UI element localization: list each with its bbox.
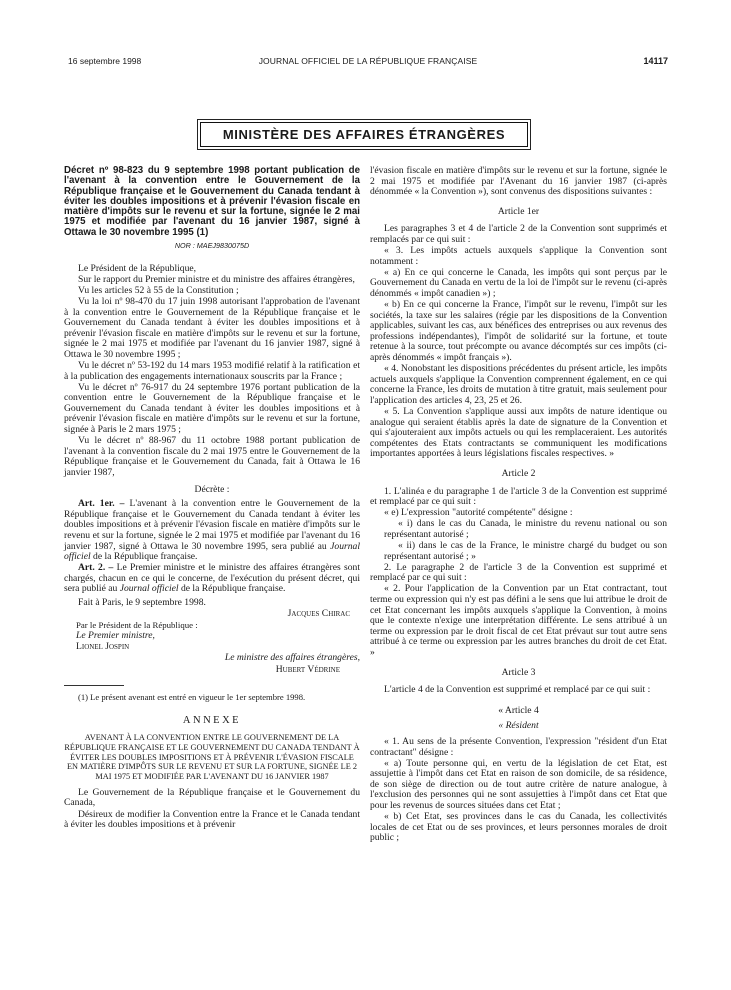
signature-vedrine: Hubert Védrine	[275, 663, 340, 675]
paragraph: l'évasion fiscale en matière d'impôts sur le revenu et sur la fortune, signée le 2 mai 1975 et modifiée par l'Avenant du 16 janvier 1987 (ci-après dénommée « la Convention »), sont convenus des dispositions suivantes :	[370, 165, 667, 198]
paragraph: « b) Cet Etat, ses provinces dans le cas du Canada, les collectivités locales de cet Etat ou de ses provinces, et leurs personnes morales de droit public ;	[370, 811, 667, 844]
paragraph: « 4. Nonobstant les dispositions précédentes du présent article, les impôts actuels auxquels s'applique la Convention comprennent également, en ce qui concerne la France, les droits de mutation à titre gratuit, mais seulement pour l'application des articles 4, 23, 25 et 26.	[370, 363, 667, 406]
header-journal: JOURNAL OFFICIEL DE LA RÉPUBLIQUE FRANÇAISE	[258, 56, 478, 66]
signature-chirac: Jacques Chirac	[287, 608, 350, 620]
paragraph: Sur le rapport du Premier ministre et du ministre des affaires étrangères,	[78, 273, 355, 285]
minister-title: Le ministre des affaires étrangères,	[224, 652, 360, 664]
journal-officiel-ref: Journal officiel	[64, 540, 360, 563]
article-2-heading: Article 2	[501, 467, 536, 479]
decrete-heading: Décrète :	[194, 483, 230, 495]
paragraph: Les paragraphes 3 et 4 de l'article 2 de la Convention sont supprimés et remplacés par ce qui suit :	[370, 223, 667, 245]
paragraph: « 1. Au sens de la présente Convention, l'expression "résident d'un Etat contractant" désigne :	[370, 735, 667, 758]
journal-officiel-ref: Journal officiel	[119, 583, 179, 595]
article-1-end: de la République française.	[90, 551, 198, 563]
paragraph: « ii) dans le cas de la France, le ministre chargé du budget ou son représentant autorisé ; »	[384, 540, 667, 562]
annexe-heading: ANNEXE	[182, 714, 242, 726]
article-1-text: L'avenant à la convention entre le Gouvernement de la République française et le Gouvernement du Canada tendant à éviter les doubles impositions et à prévenir l'évasion fiscale en matière d'impôts sur le revenu et sur la fortune, signée le 2 mai 1975 et modifiée par l'avenant du 16 janvier 1987, signé à Ottawa le 30 novembre 1995, sera publié au	[64, 498, 360, 552]
article-1-heading: Article 1er	[497, 205, 540, 217]
nor-reference: NOR : MAEJ9830075D	[174, 241, 250, 251]
decree-title: Décret nº 98-823 du 9 septembre 1998 portant publication de l'avenant à la convention entre le Gouvernement de la République française et le Gouvernement du Canada tendant à éviter les doubles impositions et à prévenir l'évasion fiscale en matière d'impôts sur le revenu et sur la fortune, signée le 2 mai 1975 et modifiée par l'avenant du 16 janvier 1987, signé à Ottawa le 30 novembre 1995 (1)	[64, 165, 360, 238]
ministry-title-box	[197, 119, 531, 150]
footnote: (1) Le présent avenant est entré en vigueur le 1er septembre 1998.	[78, 692, 306, 703]
paragraph: « a) Toute personne qui, en vertu de la législation de cet Etat, est assujettie à l'impôt dans cet Etat en raison de son domicile, de sa résidence, de son siège de direction ou de tout autre critère de nature analogue, à l'exclusion des personnes qui ne sont assujetties à l'impôt dans cet Etat que pour les revenus de sources situées dans cet Etat ;	[370, 757, 667, 811]
article-2-end: de la République française.	[178, 583, 286, 595]
paragraph: Vu le décret nº 53-192 du 14 mars 1953 modifié relatif à la ratification et à la publication des engagements internationaux souscrits par la France ;	[64, 360, 360, 382]
paragraph: « b) En ce qui concerne la France, l'impôt sur le revenu, l'impôt sur les sociétés, la taxe sur les salaires (régie par les dispositions de la Convention applicables, suivant les cas, aux bénéfices des entreprises ou aux revenus des professions indépendantes), l'impôt de solidarité sur la fortune, et toute retenue à la source, tout précompte ou avance décomptés sur ces impôts (ci-après dénommés « impôt français »).	[370, 299, 667, 363]
article-1	[64, 499, 360, 563]
paragraph: Vu les articles 52 à 55 de la Constitution ;	[78, 284, 239, 296]
by-the-president: Par le Président de la République :	[76, 620, 198, 631]
paragraph: 1. L'alinéa e du paragraphe 1 de l'article 3 de la Convention est supprimé et remplacé par ce qui suit :	[370, 485, 667, 508]
paragraph: « a) En ce qui concerne le Canada, les impôts qui sont perçus par le Gouvernement du Canada en vertu de la loi de l'impôt sur le revenu (ci-après dénommés « impôt canadien ») ;	[370, 266, 667, 299]
left-column	[64, 166, 360, 831]
paragraph: Le Gouvernement de la République française et le Gouvernement du Canada,	[64, 786, 360, 809]
paragraph: 2. Le paragraphe 2 de l'article 3 de la Convention est supprimé et remplacé par ce qui suit :	[370, 561, 667, 584]
place-date: Fait à Paris, le 9 septembre 1998.	[78, 596, 206, 608]
paragraph: L'article 4 de la Convention est supprimé et remplacé par ce qui suit :	[384, 684, 651, 696]
footnote-divider	[64, 685, 124, 686]
article-3-heading: Article 3	[501, 666, 536, 678]
article-4-heading: « Article 4	[498, 704, 539, 716]
paragraph: Vu le décret nº 88-967 du 11 octobre 1988 portant publication de l'avenant à la convention fiscale du 2 mai 1975 entre le Gouvernement de la République française et le Gouvernement du Canada, fait à Ottawa le 16 janvier 1987,	[64, 435, 360, 478]
article-2-label: Art. 2. –	[78, 562, 114, 574]
annexe-title: AVENANT À LA CONVENTION ENTRE LE GOUVERNEMENT DE LA RÉPUBLIQUE FRANÇAISE ET LE GOUVERNEMENT DU CANADA TENDANT À ÉVITER LES DOUBLES IMPOSITIONS ET À PRÉVENIR L'ÉVASION FISCALE EN MATIÈRE D'IMPÔTS SUR LE REVENU ET SUR LA FORTUNE, SIGNÉE LE 2 MAI 1975 ET MODIFIÉE PAR L'AVENANT DU 16 JANVIER 1987	[64, 733, 360, 782]
ministry-title: MINISTÈRE DES AFFAIRES ÉTRANGÈRES	[200, 122, 528, 147]
header-date: 16 septembre 1998	[68, 56, 142, 66]
article-2	[64, 563, 360, 595]
resident-heading: « Résident	[498, 720, 539, 732]
prime-minister-title: Le Premier ministre,	[76, 630, 155, 642]
right-column	[370, 166, 667, 844]
paragraph: Vu la loi nº 98-470 du 17 juin 1998 autorisant l'approbation de l'avenant à la convention entre le Gouvernement de la République française et le Gouvernement du Canada tendant à éviter les doubles impositions et à prévenir l'évasion fiscale en matière d'impôts sur le revenu et sur la fortune, signée le 2 mai 1975 et modifiée par l'avenant du 16 janvier 1987, signé à Ottawa le 30 novembre 1995 ;	[64, 295, 360, 360]
article-2-text: Le Premier ministre et le ministre des affaires étrangères sont chargés, chacun en ce qui le concerne, de l'exécution du présent décret, qui sera publié au	[64, 562, 360, 595]
paragraph: « i) dans le cas du Canada, le ministre du revenu national ou son représentant autorisé ;	[384, 518, 667, 540]
paragraph: « 3. Les impôts actuels auxquels s'applique la Convention sont notamment :	[370, 245, 667, 267]
paragraph: Le Président de la République,	[78, 262, 197, 274]
running-header	[68, 56, 668, 68]
header-page-number: 14117	[643, 56, 668, 66]
paragraph: « 2. Pour l'application de la Convention par un Etat contractant, tout terme ou expression qui n'y est pas défini a le sens que lui attribue le droit de cet Etat concernant les impôts auxquels s'applique la Convention, à moins que le contexte n'exige une interprétation différente. Le sens attribué à un terme ou expression par le droit fiscal de cet Etat prévaut sur tout autre sens attribué à ce terme ou expression par les autres branches du droit de cet Etat. »	[370, 583, 667, 658]
signature-jospin: Lionel Jospin	[76, 641, 130, 653]
article-1-label: Art. 1er. –	[78, 498, 125, 510]
paragraph: Vu le décret nº 76-917 du 24 septembre 1976 portant publication de la convention entre le Gouvernement de la République française et le Gouvernement du Canada tendant à éviter les doubles impositions et à prévenir l'évasion fiscale en matière d'impôts sur le revenu et sur la fortune, signée à Paris le 2 mars 1975 ;	[64, 381, 360, 436]
paragraph: Désireux de modifier la Convention entre la France et le Canada tendant à éviter les doubles impositions et à prévenir	[64, 808, 360, 831]
paragraph: « e) L'expression "autorité compétente" désigne :	[384, 507, 573, 519]
paragraph: « 5. La Convention s'applique aussi aux impôts de nature identique ou analogue qui seraient établis après la date de signature de la Convention et qui s'ajouteraient aux impôts actuels ou qui les remplaceraient. Les autorités compétentes des Etats contractants se communiquent les modifications importantes apportées à leurs législations fiscales respectives. »	[370, 405, 667, 460]
